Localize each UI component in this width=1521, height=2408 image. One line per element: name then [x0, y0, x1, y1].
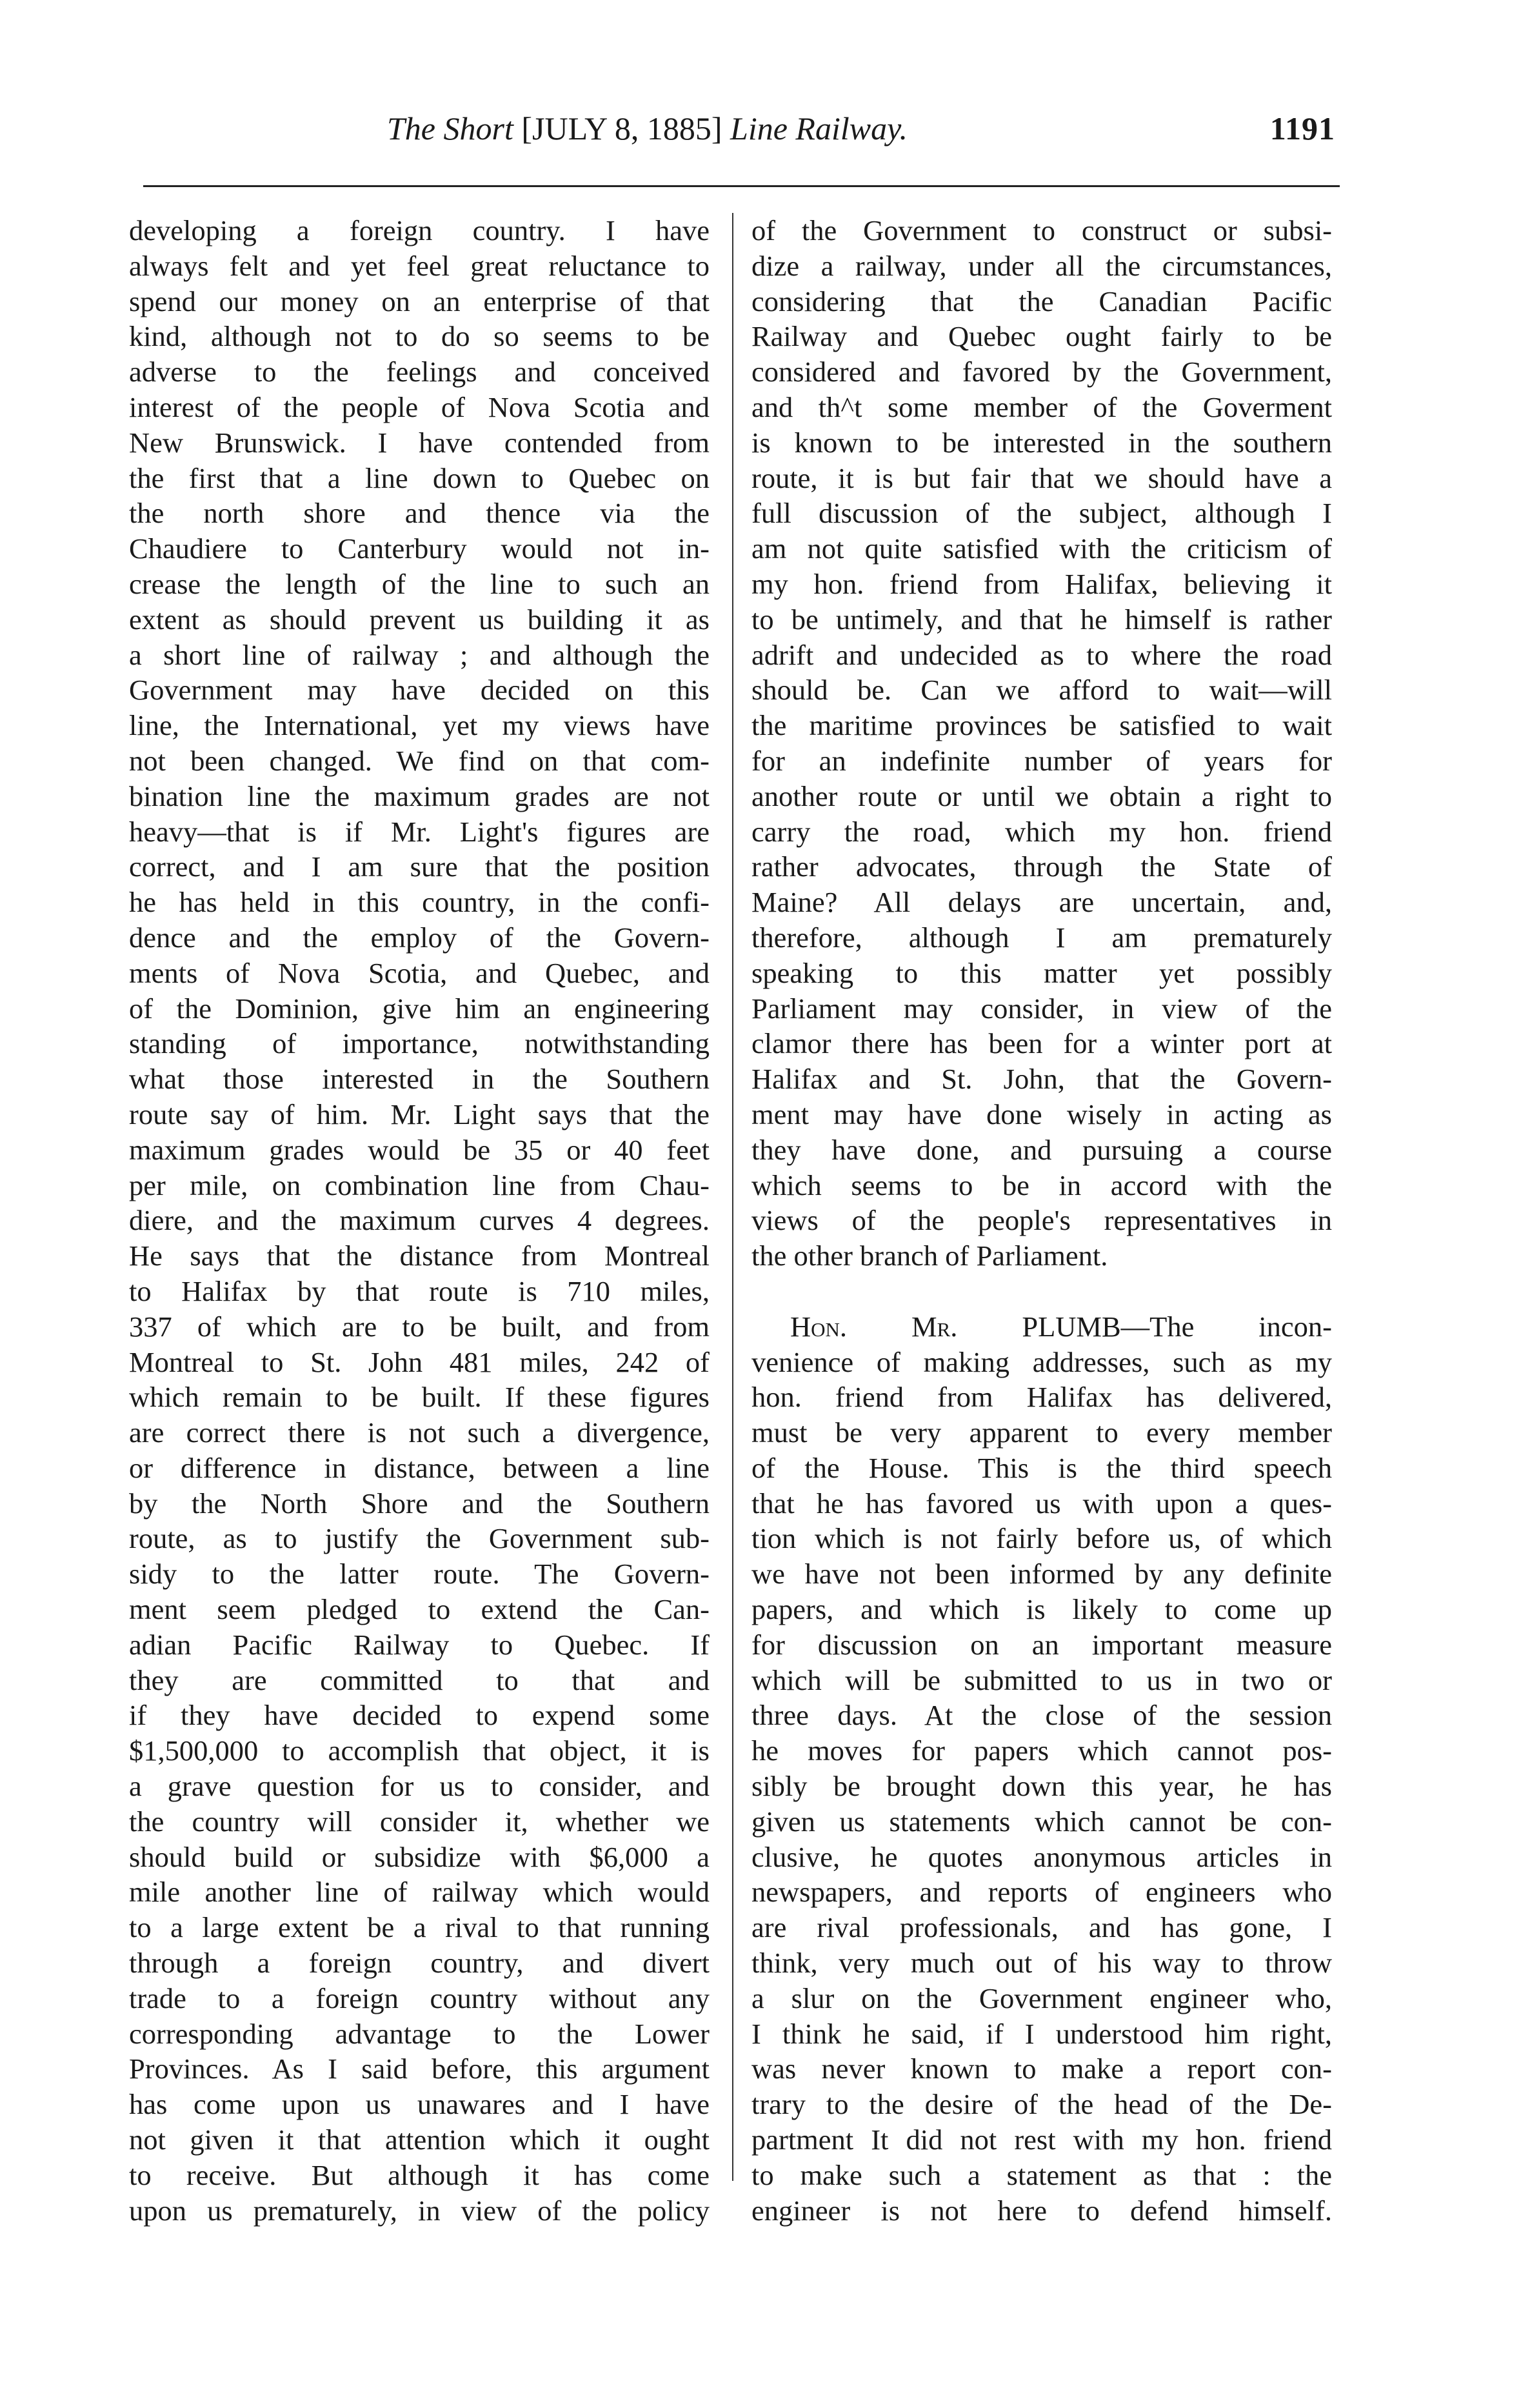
- text-line: and th^t some member of the Goverment: [751, 390, 1332, 423]
- text-line: upon us prematurely, in view of the policy: [129, 2194, 710, 2227]
- text-line: bination line the maximum grades are not: [129, 779, 710, 812]
- speech-opening: —The incon-: [1120, 1310, 1332, 1343]
- text-line: Maine? All delays are uncertain, and,: [751, 886, 1332, 919]
- speaker-line: [751, 1309, 1332, 1345]
- text-line: the other branch of Parliament.: [751, 1239, 1108, 1272]
- text-line: dence and the employ of the Govern-: [129, 921, 710, 954]
- text-line: is known to be interested in the southern: [751, 426, 1332, 459]
- running-title-date: [JULY 8, 1885]: [521, 110, 722, 146]
- text-line: speaking to this matter yet possibly: [751, 956, 1332, 989]
- text-line: ment seem pledged to extend the Can-: [129, 1593, 710, 1626]
- text-line: $1,500,000 to accomplish that object, it is: [129, 1734, 710, 1767]
- text-line: trade to a foreign country without any: [129, 1982, 710, 2014]
- text-line: standing of importance, notwithstanding: [129, 1027, 710, 1060]
- running-title-part3: Line Railway.: [730, 110, 908, 146]
- text-line: rather advocates, through the State of: [751, 850, 1332, 883]
- text-line: engineer is not here to defend himself.: [751, 2194, 1332, 2227]
- text-line: not been changed. We find on that com-: [129, 744, 710, 777]
- text-line: heavy—that is if Mr. Light's figures are: [129, 815, 710, 848]
- text-line: ment may have done wisely in acting as: [751, 1098, 1332, 1130]
- text-line: He says that the distance from Montreal: [129, 1239, 710, 1272]
- text-line: are rival professionals, and has gone, I: [751, 1911, 1332, 1944]
- text-line: to receive. But although it has come: [129, 2158, 710, 2191]
- text-line: to make such a statement as that : the: [751, 2158, 1332, 2191]
- text-line: the north shore and thence via the: [129, 497, 710, 530]
- text-line: a grave question for us to consider, and: [129, 1770, 710, 1803]
- text-line: he has held in this country, in the confi-: [129, 886, 710, 919]
- text-line: route, it is but fair that we should have a: [751, 461, 1332, 494]
- text-line: my hon. friend from Halifax, believing it: [751, 567, 1332, 600]
- text-line: spend our money on an enterprise of that: [129, 285, 710, 317]
- running-title-part1: The Short: [387, 110, 513, 146]
- text-line: if they have decided to expend some: [129, 1699, 710, 1732]
- text-line: crease the length of the line to such an: [129, 567, 710, 600]
- text-line: Railway and Quebec ought fairly to be: [751, 320, 1332, 353]
- text-line: another route or until we obtain a right to: [751, 779, 1332, 812]
- text-line: papers, and which is likely to come up: [751, 1593, 1332, 1626]
- text-line: kind, although not to do so seems to be: [129, 320, 710, 353]
- text-line: 337 of which are to be built, and from: [129, 1310, 710, 1343]
- text-line: trary to the desire of the head of the De-: [751, 2088, 1332, 2121]
- text-line: a short line of railway ; and although the: [129, 638, 710, 671]
- text-line: dize a railway, under all the circumstances,: [751, 249, 1332, 282]
- text-line: Montreal to St. John 481 miles, 242 of: [129, 1345, 710, 1378]
- text-line: think, very much out of his way to throw: [751, 1947, 1332, 1980]
- running-title: [387, 110, 908, 147]
- text-line: considered and favored by the Government,: [751, 356, 1332, 388]
- text-line: correct, and I am sure that the position: [129, 850, 710, 883]
- text-line: Halifax and St. John, that the Govern-: [751, 1063, 1332, 1096]
- text-line: route, as to justify the Government sub-: [129, 1522, 710, 1555]
- text-line: to a large extent be a rival to that running: [129, 1911, 710, 1944]
- text-line: developing a foreign country. I have: [129, 214, 710, 246]
- text-line: therefore, although I am prematurely: [751, 921, 1332, 954]
- text-line: venience of making addresses, such as my: [751, 1345, 1332, 1378]
- text-line: adian Pacific Railway to Quebec. If: [129, 1628, 710, 1661]
- text-line: Government may have decided on this: [129, 674, 710, 707]
- text-line: of the House. This is the third speech: [751, 1451, 1332, 1484]
- right-column: [751, 213, 1332, 2227]
- text-line: Chaudiere to Canterbury would not in-: [129, 532, 710, 565]
- text-line: line, the International, yet my views have: [129, 709, 710, 742]
- running-head: [129, 110, 1335, 155]
- text-line: adverse to the feelings and conceived: [129, 356, 710, 388]
- text-line: Parliament may consider, in view of the: [751, 992, 1332, 1025]
- text-line: corresponding advantage to the Lower: [129, 2017, 710, 2050]
- text-line: are correct there is not such a divergence,: [129, 1416, 710, 1449]
- text-line: should be. Can we afford to wait—will: [751, 674, 1332, 707]
- text-line: the maritime provinces be satisfied to wait: [751, 709, 1332, 742]
- text-line: diere, and the maximum curves 4 degrees.: [129, 1204, 710, 1237]
- text-line: was never known to make a report con-: [751, 2052, 1332, 2085]
- text-line: clamor there has been for a winter port at: [751, 1027, 1332, 1060]
- text-line: sibly be brought down this year, he has: [751, 1770, 1332, 1803]
- text-line: of the Government to construct or subsi-: [751, 214, 1332, 246]
- text-line: adrift and undecided as to where the road: [751, 638, 1332, 671]
- text-line: or difference in distance, between a line: [129, 1451, 710, 1484]
- page-number: 1191: [1269, 110, 1335, 146]
- text-line: three days. At the close of the session: [751, 1699, 1332, 1732]
- text-line: always felt and yet feel great reluctance to: [129, 249, 710, 282]
- text-line: he moves for papers which cannot pos-: [751, 1734, 1332, 1767]
- text-line: the first that a line down to Quebec on: [129, 461, 710, 494]
- text-line: they have done, and pursuing a course: [751, 1133, 1332, 1166]
- text-line: extent as should prevent us building it as: [129, 603, 710, 636]
- text-line: for an indefinite number of years for: [751, 744, 1332, 777]
- text-line: newspapers, and reports of engineers who: [751, 1876, 1332, 1909]
- text-line: clusive, he quotes anonymous articles in: [751, 1840, 1332, 1873]
- text-line: carry the road, which my hon. friend: [751, 815, 1332, 848]
- text-line: must be very apparent to every member: [751, 1416, 1332, 1449]
- text-line: to be untimely, and that he himself is rather: [751, 603, 1332, 636]
- text-line: they are committed to that and: [129, 1663, 710, 1696]
- text-line: which will be submitted to us in two or: [751, 1663, 1332, 1696]
- text-line: sidy to the latter route. The Govern-: [129, 1558, 710, 1590]
- text-line: tion which is not fairly before us, of which: [751, 1522, 1332, 1555]
- text-line: hon. friend from Halifax has delivered,: [751, 1381, 1332, 1414]
- text-line: New Brunswick. I have contended from: [129, 426, 710, 459]
- text-line: a slur on the Government engineer who,: [751, 1982, 1332, 2014]
- text-line: not given it that attention which it ought: [129, 2123, 710, 2156]
- paragraph-gap: [751, 1274, 1332, 1309]
- text-line: that he has favored us with upon a ques-: [751, 1487, 1332, 1520]
- text-line: through a foreign country, and divert: [129, 1947, 710, 1980]
- text-line: maximum grades would be 35 or 40 feet: [129, 1133, 710, 1166]
- speaker-name: Hon. Mr. PLUMB: [790, 1310, 1121, 1343]
- text-line: full discussion of the subject, although I: [751, 497, 1332, 530]
- text-line: views of the people's representatives in: [751, 1204, 1332, 1237]
- text-line: I think he said, if I understood him right,: [751, 2017, 1332, 2050]
- text-line: mile another line of railway which would: [129, 1876, 710, 1909]
- text-line: which remain to be built. If these figures: [129, 1381, 710, 1414]
- text-line: has come upon us unawares and I have: [129, 2088, 710, 2121]
- text-line: what those interested in the Southern: [129, 1063, 710, 1096]
- text-line: for discussion on an important measure: [751, 1628, 1332, 1661]
- text-line: Provinces. As I said before, this argument: [129, 2052, 710, 2085]
- text-line: considering that the Canadian Pacific: [751, 285, 1332, 317]
- text-line: of the Dominion, give him an engineering: [129, 992, 710, 1025]
- text-line: which seems to be in accord with the: [751, 1169, 1332, 1201]
- text-line: partment It did not rest with my hon. friend: [751, 2123, 1332, 2156]
- text-line: route say of him. Mr. Light says that the: [129, 1098, 710, 1130]
- text-line: ments of Nova Scotia, and Quebec, and: [129, 956, 710, 989]
- text-line: am not quite satisfied with the criticism of: [751, 532, 1332, 565]
- text-line: we have not been informed by any definite: [751, 1558, 1332, 1590]
- text-line: given us statements which cannot be con-: [751, 1805, 1332, 1838]
- text-line: to Halifax by that route is 710 miles,: [129, 1274, 710, 1307]
- left-column: [129, 213, 710, 2227]
- text-line: the country will consider it, whether we: [129, 1805, 710, 1838]
- text-line: interest of the people of Nova Scotia and: [129, 390, 710, 423]
- text-line: per mile, on combination line from Chau-: [129, 1169, 710, 1201]
- text-line: by the North Shore and the Southern: [129, 1487, 710, 1520]
- column-divider: [732, 213, 733, 2181]
- text-line: should build or subsidize with $6,000 a: [129, 1840, 710, 1873]
- header-rule: [143, 185, 1340, 187]
